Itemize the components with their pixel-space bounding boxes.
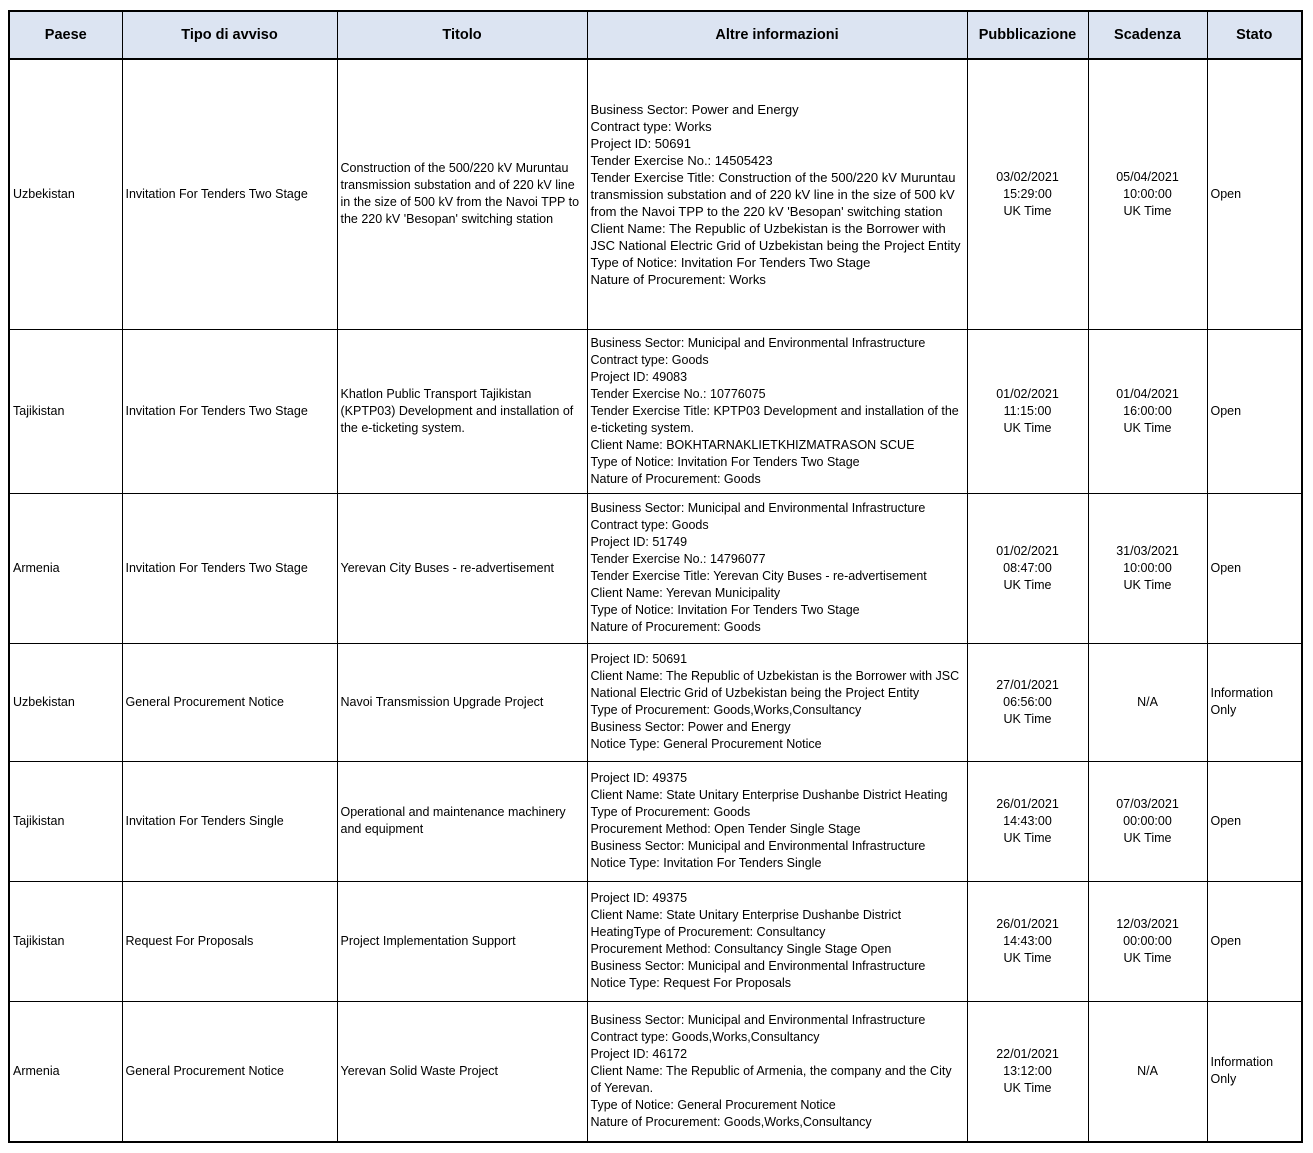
info-line: Nature of Procurement: Goods,Works,Consultancy	[590, 1114, 872, 1129]
cell-scadenza	[1088, 329, 1207, 493]
info-line: Nature of Procurement: Goods	[590, 471, 761, 486]
info-line: Client Name: Yerevan Municipality	[590, 586, 781, 600]
scadenza-value: 07/03/2021	[1116, 796, 1179, 811]
scadenza-value: N/A	[1137, 1063, 1158, 1078]
cell-scadenza	[1088, 1001, 1207, 1142]
pubblicazione-value: 08:47:00	[1003, 560, 1052, 575]
scadenza-value: N/A	[1137, 694, 1158, 709]
scadenza-value: UK Time	[1123, 420, 1172, 435]
cell-scadenza	[1088, 59, 1207, 329]
cell-titolo: Yerevan Solid Waste Project	[337, 1001, 587, 1142]
cell-stato: Information Only	[1207, 643, 1302, 761]
cell-altre-informazioni	[587, 329, 967, 493]
table-row	[9, 761, 1302, 881]
cell-tipo-di-avviso: Invitation For Tenders Two Stage	[122, 329, 337, 493]
scadenza-value: 10:00:00	[1123, 186, 1172, 201]
table-body	[9, 59, 1302, 1142]
info-line: Type of Notice: General Procurement Notice	[590, 1097, 836, 1112]
scadenza-value: 05/04/2021	[1116, 169, 1179, 184]
info-line: Notice Type: General Procurement Notice	[590, 737, 822, 751]
info-line: Client Name: State Unitary Enterprise Dushanbe District HeatingType of Procurement: Consultancy	[590, 908, 902, 939]
info-line: Type of Notice: Invitation For Tenders Two Stage	[590, 254, 871, 270]
info-line: Business Sector: Power and Energy	[590, 720, 791, 734]
cell-paese: Tajikistan	[9, 329, 122, 493]
cell-titolo: Khatlon Public Transport Tajikistan (KPTP03) Development and installation of the e-ticketing system.	[337, 329, 587, 493]
pubblicazione-value: UK Time	[1003, 950, 1052, 965]
info-line: Contract type: Works	[590, 118, 712, 134]
pubblicazione-value: 15:29:00	[1003, 186, 1052, 201]
scadenza-value: 00:00:00	[1123, 933, 1172, 948]
cell-titolo: Yerevan City Buses - re-advertisement	[337, 493, 587, 643]
cell-tipo-di-avviso: General Procurement Notice	[122, 643, 337, 761]
info-line: Tender Exercise No.: 14796077	[590, 552, 766, 566]
cell-stato: Open	[1207, 329, 1302, 493]
cell-paese: Armenia	[9, 493, 122, 643]
info-line: Business Sector: Municipal and Environmental Infrastructure	[590, 959, 926, 973]
procurement-table	[8, 10, 1303, 1143]
cell-altre-informazioni	[587, 59, 967, 329]
info-line: Tender Exercise No.: 14505423	[590, 152, 773, 168]
scadenza-value: 12/03/2021	[1116, 916, 1179, 931]
pubblicazione-value: UK Time	[1003, 830, 1052, 845]
info-line: Business Sector: Municipal and Environmental Infrastructure	[590, 501, 926, 515]
info-line: Nature of Procurement: Goods	[590, 620, 761, 634]
info-line: Type of Procurement: Goods,Works,Consultancy	[590, 703, 862, 717]
cell-paese: Tajikistan	[9, 761, 122, 881]
scadenza-value: UK Time	[1123, 203, 1172, 218]
cell-altre-informazioni	[587, 1001, 967, 1142]
pubblicazione-value: 22/01/2021	[996, 1046, 1059, 1061]
info-line: Procurement Method: Open Tender Single Stage	[590, 822, 861, 836]
info-line: Business Sector: Power and Energy	[590, 101, 799, 117]
info-line: Project ID: 51749	[590, 535, 688, 549]
pubblicazione-value: UK Time	[1003, 711, 1052, 726]
cell-scadenza	[1088, 643, 1207, 761]
cell-altre-informazioni	[587, 761, 967, 881]
cell-altre-informazioni	[587, 881, 967, 1001]
info-line: Notice Type: Request For Proposals	[590, 976, 792, 990]
pubblicazione-value: 14:43:00	[1003, 813, 1052, 828]
pubblicazione-value: 03/02/2021	[996, 169, 1059, 184]
header-altre-informazioni: Altre informazioni	[587, 11, 967, 59]
pubblicazione-value: 27/01/2021	[996, 677, 1059, 692]
pubblicazione-value: 13:12:00	[1003, 1063, 1052, 1078]
pubblicazione-value: UK Time	[1003, 1080, 1052, 1095]
pubblicazione-value: UK Time	[1003, 577, 1052, 592]
cell-altre-informazioni	[587, 493, 967, 643]
scadenza-value: UK Time	[1123, 577, 1172, 592]
cell-paese: Uzbekistan	[9, 643, 122, 761]
cell-stato: Open	[1207, 761, 1302, 881]
cell-tipo-di-avviso: General Procurement Notice	[122, 1001, 337, 1142]
cell-paese: Tajikistan	[9, 881, 122, 1001]
cell-scadenza	[1088, 493, 1207, 643]
scadenza-value: 16:00:00	[1123, 403, 1172, 418]
cell-stato: Open	[1207, 59, 1302, 329]
cell-tipo-di-avviso: Invitation For Tenders Two Stage	[122, 493, 337, 643]
table-row	[9, 493, 1302, 643]
info-line: Procurement Method: Consultancy Single Stage Open	[590, 942, 892, 956]
cell-titolo: Operational and maintenance machinery and equipment	[337, 761, 587, 881]
info-line: Tender Exercise Title: Yerevan City Buses - re-advertisement	[590, 569, 927, 583]
cell-pubblicazione	[967, 761, 1088, 881]
scadenza-value: 31/03/2021	[1116, 543, 1179, 558]
info-line: Client Name: BOKHTARNAKLIETKHIZMATRASON SCUE	[590, 437, 915, 452]
pubblicazione-value: 26/01/2021	[996, 796, 1059, 811]
info-line: Contract type: Goods	[590, 352, 709, 367]
header-tipo-di-avviso: Tipo di avviso	[122, 11, 337, 59]
pubblicazione-value: UK Time	[1003, 420, 1052, 435]
info-line: Tender Exercise No.: 10776075	[590, 386, 766, 401]
cell-stato: Information Only	[1207, 1001, 1302, 1142]
header-titolo: Titolo	[337, 11, 587, 59]
cell-tipo-di-avviso: Invitation For Tenders Two Stage	[122, 59, 337, 329]
table-row	[9, 59, 1302, 329]
cell-paese: Uzbekistan	[9, 59, 122, 329]
info-line: Type of Notice: Invitation For Tenders Two Stage	[590, 454, 860, 469]
table-row	[9, 1001, 1302, 1142]
info-line: Client Name: The Republic of Armenia, the company and the City of Yerevan.	[590, 1063, 952, 1095]
info-line: Business Sector: Municipal and Environmental Infrastructure	[590, 1012, 926, 1027]
cell-pubblicazione	[967, 643, 1088, 761]
info-line: Project ID: 50691	[590, 135, 691, 151]
pubblicazione-value: 01/02/2021	[996, 543, 1059, 558]
pubblicazione-value: 06:56:00	[1003, 694, 1052, 709]
info-line: Client Name: The Republic of Uzbekistan is the Borrower with JSC National Electric Grid of Uzbekistan being the Project Entity	[590, 669, 960, 700]
table-row	[9, 329, 1302, 493]
header-scadenza: Scadenza	[1088, 11, 1207, 59]
info-line: Tender Exercise Title: Construction of the 500/220 kV Muruntau transmission substation and of 220 kV line in the size of 500 kV from the Navoi TPP to the 220 kV 'Besopan' switching station	[590, 169, 956, 219]
header-paese: Paese	[9, 11, 122, 59]
scadenza-value: 10:00:00	[1123, 560, 1172, 575]
header-row	[9, 11, 1302, 59]
cell-pubblicazione	[967, 881, 1088, 1001]
info-line: Project ID: 49375	[590, 891, 688, 905]
cell-stato: Open	[1207, 493, 1302, 643]
cell-stato: Open	[1207, 881, 1302, 1001]
cell-pubblicazione	[967, 493, 1088, 643]
header-pubblicazione: Pubblicazione	[967, 11, 1088, 59]
cell-paese: Armenia	[9, 1001, 122, 1142]
cell-titolo: Project Implementation Support	[337, 881, 587, 1001]
scadenza-value: UK Time	[1123, 830, 1172, 845]
cell-titolo: Construction of the 500/220 kV Muruntau transmission substation and of 220 kV line in the size of 500 kV from the Navoi TPP to the 220 kV 'Besopan' switching station	[337, 59, 587, 329]
info-line: Project ID: 49375	[590, 771, 688, 785]
pubblicazione-value: 26/01/2021	[996, 916, 1059, 931]
info-line: Business Sector: Municipal and Environmental Infrastructure	[590, 839, 926, 853]
pubblicazione-value: 01/02/2021	[996, 386, 1059, 401]
info-line: Client Name: State Unitary Enterprise Dushanbe District Heating	[590, 788, 948, 802]
cell-scadenza	[1088, 761, 1207, 881]
pubblicazione-value: UK Time	[1003, 203, 1052, 218]
pubblicazione-value: 14:43:00	[1003, 933, 1052, 948]
info-line: Project ID: 46172	[590, 1046, 688, 1061]
table-row	[9, 881, 1302, 1001]
info-line: Contract type: Goods	[590, 518, 709, 532]
info-line: Client Name: The Republic of Uzbekistan is the Borrower with JSC National Electric Grid of Uzbekistan being the Project Entity	[590, 220, 961, 253]
cell-tipo-di-avviso: Request For Proposals	[122, 881, 337, 1001]
info-line: Business Sector: Municipal and Environmental Infrastructure	[590, 335, 926, 350]
cell-pubblicazione	[967, 329, 1088, 493]
cell-scadenza	[1088, 881, 1207, 1001]
info-line: Project ID: 49083	[590, 369, 688, 384]
info-line: Contract type: Goods,Works,Consultancy	[590, 1029, 820, 1044]
info-line: Nature of Procurement: Works	[590, 271, 766, 287]
info-line: Type of Notice: Invitation For Tenders Two Stage	[590, 603, 860, 617]
info-line: Tender Exercise Title: KPTP03 Development and installation of the e-ticketing system.	[590, 403, 959, 435]
header-stato: Stato	[1207, 11, 1302, 59]
scadenza-value: 01/04/2021	[1116, 386, 1179, 401]
cell-pubblicazione	[967, 59, 1088, 329]
scadenza-value: 00:00:00	[1123, 813, 1172, 828]
scadenza-value: UK Time	[1123, 950, 1172, 965]
info-line: Notice Type: Invitation For Tenders Single	[590, 856, 822, 870]
cell-altre-informazioni	[587, 643, 967, 761]
info-line: Project ID: 50691	[590, 652, 688, 666]
info-line: Type of Procurement: Goods	[590, 805, 751, 819]
cell-titolo: Navoi Transmission Upgrade Project	[337, 643, 587, 761]
table-row	[9, 643, 1302, 761]
cell-tipo-di-avviso: Invitation For Tenders Single	[122, 761, 337, 881]
pubblicazione-value: 11:15:00	[1003, 403, 1052, 418]
cell-pubblicazione	[967, 1001, 1088, 1142]
